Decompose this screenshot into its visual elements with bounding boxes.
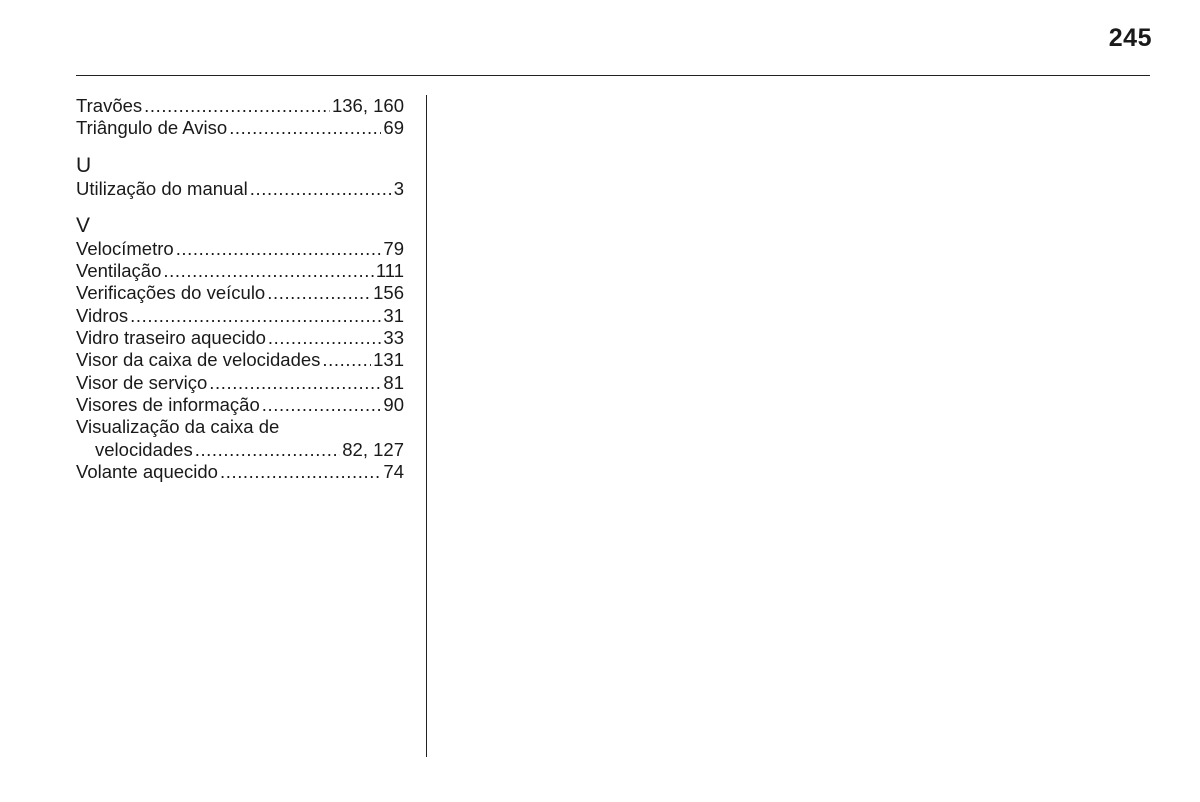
- index-entry[interactable]: [76, 372, 404, 394]
- dot-leader: [220, 461, 381, 483]
- index-entry[interactable]: [76, 439, 404, 461]
- index-entry[interactable]: [76, 349, 404, 371]
- dot-leader: [163, 260, 374, 282]
- index-term: Vidro traseiro aquecido: [76, 327, 266, 349]
- index-pages: 81: [383, 371, 404, 393]
- section-letter-u: U: [76, 153, 92, 177]
- index-term: Verificações do veículo: [76, 282, 266, 304]
- index-entry-first-line[interactable]: Visualização da caixa de: [76, 416, 280, 438]
- index-entry[interactable]: [76, 394, 404, 416]
- dot-leader: [176, 238, 382, 260]
- index-pages: 131: [373, 349, 404, 371]
- index-entry[interactable]: [76, 327, 404, 349]
- index-term: Vidros: [76, 304, 129, 326]
- dot-leader: [229, 117, 381, 139]
- section-letter-v: V: [76, 213, 91, 237]
- index-term: velocidades: [95, 438, 193, 460]
- dot-leader: [209, 372, 381, 394]
- dot-leader: [250, 178, 392, 200]
- index-term: Ventilação: [76, 260, 162, 282]
- dot-leader: [262, 394, 382, 416]
- dot-leader: [144, 95, 330, 117]
- dot-leader: [322, 349, 371, 371]
- dot-leader: [268, 327, 382, 349]
- index-term: Visor da caixa de velocidades: [76, 349, 321, 371]
- index-term: Travões: [76, 95, 143, 116]
- index-pages: 79: [383, 237, 404, 259]
- index-pages: 82, 127: [342, 438, 404, 460]
- index-entry[interactable]: [76, 178, 404, 200]
- index-term: Volante aquecido: [76, 460, 218, 482]
- index-entry[interactable]: [76, 117, 404, 139]
- dot-leader: [195, 439, 341, 461]
- index-pages: 69: [383, 117, 404, 139]
- index-term: Visor de serviço: [76, 371, 208, 393]
- index-pages: 90: [383, 393, 404, 415]
- index-pages: 33: [383, 327, 404, 349]
- index-pages: 31: [383, 304, 404, 326]
- index-pages: 74: [383, 460, 404, 482]
- index-term: Velocímetro: [76, 237, 174, 259]
- page-number: 245: [1108, 24, 1152, 52]
- index-entry[interactable]: [76, 461, 404, 483]
- index-entry[interactable]: [76, 260, 404, 282]
- index-term: Triângulo de Aviso: [76, 117, 228, 139]
- index-entry[interactable]: [76, 305, 404, 327]
- index-term: Utilização do manual: [76, 177, 248, 199]
- index-pages: 156: [373, 282, 404, 304]
- index-entry[interactable]: [76, 95, 404, 117]
- index-entry[interactable]: [76, 282, 404, 304]
- dot-leader: [267, 282, 371, 304]
- index-pages: 3: [393, 177, 404, 199]
- index-pages: 136, 160: [331, 95, 404, 116]
- index-column: [76, 95, 404, 483]
- index-term: Visores de informação: [76, 393, 260, 415]
- dot-leader: [130, 305, 381, 327]
- index-pages: 111: [375, 260, 404, 282]
- index-entry[interactable]: [76, 238, 404, 260]
- header-rule: [76, 75, 1150, 76]
- column-divider: [426, 95, 427, 757]
